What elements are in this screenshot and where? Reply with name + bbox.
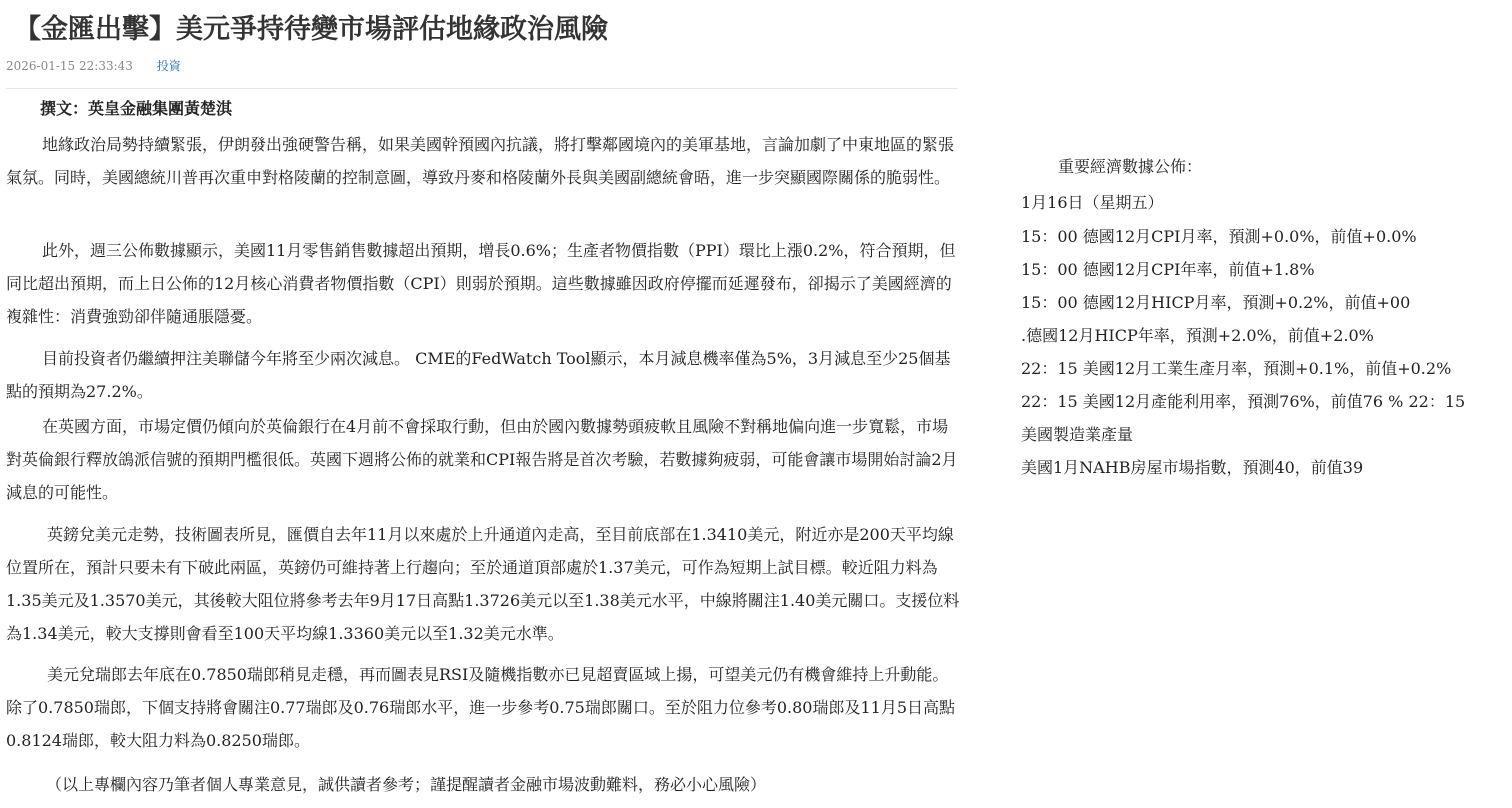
author-line: 撰文：英皇金融集團黃楚淇 [40,99,233,118]
calendar-item: .德國12月HICP年率，預測+2.0%，前值+2.0% [1021,326,1374,345]
calendar-item: 22：15 美國12月工業生產月率，預測+0.1%，前值+0.2% [1021,359,1452,378]
calendar-item: 美國製造業產量 [1021,425,1134,444]
article-paragraph: 在英國方面，市場定價仍傾向於英倫銀行在4月前不會採取行動，但由於國內數據勢頭疲軟且風險不對稱地偏向進一步寬鬆，市場對英倫銀行釋放鴿派信號的預期門檻很低。英國下週將公佈的就業和CPI報告將是首次考驗，若數據夠疲弱，可能會讓市場開始討論2月減息的可能性。 [6,417,958,502]
calendar-item: 15：00 德國12月CPI年率，前值+1.8% [1021,260,1315,279]
category-link[interactable]: 投資 [156,59,181,73]
calendar-item: 15：00 德國12月HICP月率，預測+0.2%，前值+00 [1021,293,1411,312]
article-paragraph: 美元兌瑞郎去年底在0.7850瑞郎稍見走穩，再而圖表見RSI及隨機指數亦已見超賣區域上揚，可望美元仍有機會維持上升動能。除了0.7850瑞郎，下個支持將會關注0.77瑞郎及0.76瑞郎水平，進一步參考0.75瑞郎關口。至於阻力位參考0.80瑞郎及11月5日高點0.8124瑞郎，較大阻力料為0.8250瑞郎。 [6,665,956,750]
article-paragraph: 地緣政治局勢持續緊張，伊朗發出強硬警告稱，如果美國幹預國內抗議，將打擊鄰國境內的美軍基地，言論加劇了中東地區的緊張氣氛。同時，美國總統川普再次重申對格陵蘭的控制意圖，導致丹麥和格陵蘭外長與美國副總統會晤，進一步突顯國際關係的脆弱性。 [6,135,955,187]
calendar-date: 1月16日（星期五） [1021,193,1164,212]
disclaimer: （以上專欄內容乃筆者個人專業意見，誠供讀者參考；謹提醒讀者金融市場波動難料，務必小心風險） [46,775,767,794]
article-paragraph: 英鎊兌美元走勢，技術圖表所見，匯價自去年11月以來處於上升通道內走高，至目前底部在1.3410美元，附近亦是200天平均線位置所在，預計只要未有下破此兩區，英鎊仍可維持著上行趨向；至於通道頂部處於1.37美元，可作為短期上試目標。較近阻力料為1.35美元及1.3570美元，其後較大阻位將參考去年9月17日高點1.3726美元以至1.38美元水平，中線將關注1.40美元關口。支援位料為1.34美元，較大支撐則會看至100天平均線1.3360美元以至1.32美元水準。 [6,525,960,643]
calendar-item: 22：15 美國12月產能利用率，預測76%，前值76 % 22：15 [1021,392,1466,411]
publish-date: 2026-01-15 22:33:43 [6,59,133,73]
article-paragraph: 目前投資者仍繼續押注美聯儲今年將至少兩次減息。 CME的FedWatch Tool顯示，本月減息機率僅為5%，3月減息至少25個基點的預期為27.2%。 [6,349,951,401]
article-meta [6,57,181,74]
title-divider [6,88,958,89]
calendar-item: 美國1月NAHB房屋市場指數，預測40，前值39 [1021,458,1364,477]
calendar-heading: 重要經濟數據公佈： [1058,157,1203,176]
calendar-item: 15：00 德國12月CPI月率，預測+0.0%，前值+0.0% [1021,227,1417,246]
article-paragraph: 此外，週三公佈數據顯示，美國11月零售銷售數據超出預期，增長0.6%；生產者物價指數（PPI）環比上漲0.2%，符合預期，但同比超出預期，而上日公佈的12月核心消費者物價指數（CPI）則弱於預期。這些數據雖因政府停擺而延遲發布，卻揭示了美國經濟的複雜性：消費強勁卻伴隨通脹隱憂。 [6,241,956,326]
article-title: 【金匯出擊】美元爭持待變市場評估地緣政治風險 [14,14,608,45]
